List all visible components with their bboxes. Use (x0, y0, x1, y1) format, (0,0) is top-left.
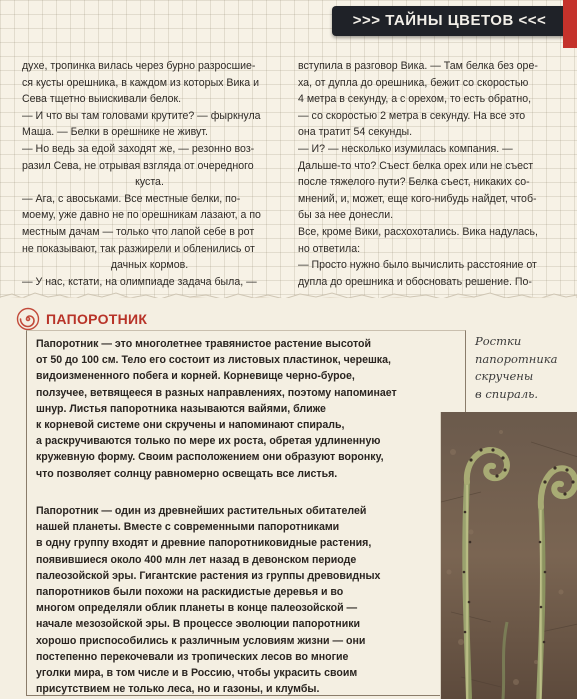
spiral-fiddlehead-icon (16, 307, 40, 331)
story-line: — У нас, кстати, на олимпиаде задача была, — (22, 275, 257, 288)
header-ribbon (332, 6, 567, 36)
story-line: местным дачам — только что лапой себе в рот (22, 225, 255, 238)
story-line: она тратит 54 секунды. (298, 126, 413, 139)
story-line: разил Сева, не отрывая взгляда от очередного (22, 159, 254, 172)
story-line: — Просто нужно было вычислить расстояние от (298, 259, 537, 272)
article-line: хорошо приспособились к различным условиям жизни — они (36, 634, 366, 647)
story-line: Все, кроме Вики, расхохотались. Вика надулась, (298, 225, 538, 238)
story-line: вступила в разговор Вика. — Там белка без оре- (298, 60, 538, 72)
header-accent-tab (563, 0, 577, 48)
fern-fiddleheads-photo (440, 412, 577, 699)
story-line: куста. (135, 176, 164, 189)
section-title: ПАПОРОТНИК (46, 311, 148, 327)
story-line: — И? — несколько изумилась компания. — (298, 142, 513, 155)
story-line: Маша. — Белки в орешнике не живут. (22, 126, 208, 139)
story-line: мнений, и, может, еще кого-нибудь найдет, чтоб- (298, 192, 537, 205)
caption-line: Ростки (475, 334, 522, 348)
story-column-right (298, 58, 558, 290)
article-line: Папоротник — один из древнейших растительных обитателей (36, 505, 367, 517)
article-line: что позволяет солнцу равномерно освещать все листья. (36, 467, 338, 480)
section-header (16, 306, 147, 332)
caption-line: папоротника (475, 351, 558, 366)
story-line: дупла до орешника и обосновать решение. По- (298, 275, 532, 288)
caption-line: скручены (475, 369, 534, 383)
article-line: уголки мира, в том числе и в Россию, чтобы украсить своим (36, 666, 358, 679)
story-line: — со скоростью 2 метра в секунду. На все это (298, 109, 526, 122)
article-line: начале мезозойской эры. В процессе эволюции папоротники (36, 618, 361, 631)
story-line: моему, уже давно не по орешникам лазают, а по (22, 209, 261, 222)
photo-caption (475, 333, 575, 403)
article-line: папоротников были похожи на раскидистые деревья и во (36, 585, 344, 598)
article-line: Папоротник — это многолетнее травянистое растение высотой (36, 338, 371, 350)
story-line: бы за нее донесли. (298, 209, 394, 222)
article-line: палеозойской эры. Гигантские растения из группы древовидных (36, 569, 381, 582)
article-line: присутствием не только леса, но и газоны, и клумбы. (36, 683, 320, 696)
header (290, 0, 577, 40)
story-line: не показывают, так разжирели и обленились от (22, 242, 255, 255)
article-line: видоизмененного побега и корней. Корневище черно-бурое, (36, 370, 355, 383)
story-line: но ответила: (298, 242, 361, 255)
article-line: появившиеся около 400 млн лет назад в девонском периоде (36, 553, 357, 566)
story-line: ха, от дупла до орешника, бежит со скоростью (298, 76, 529, 89)
article-paragraph-2 (36, 503, 380, 697)
story-text (0, 58, 577, 294)
story-line: — Но ведь за едой заходят же, — резонно воз- (22, 142, 255, 155)
story-line: ся кусты орешника, в каждом из которых Вика и (22, 76, 260, 89)
article-line: шнур. Листья папоротника называются вайями, ближе (36, 402, 326, 415)
article-line: кружевную форму. Своим расположением они образуют воронку, (36, 451, 384, 464)
article-line: ползучее, ветвящееся в разных направлениях, поэтому напоминает (36, 386, 397, 399)
article-paragraph-1 (36, 336, 397, 482)
article-line: а раскручиваются только по мере их роста, обретая удлиненную (36, 435, 381, 448)
story-column-left (22, 58, 277, 290)
article-line: нашей планеты. Вместе с современными папоротниками (36, 521, 340, 534)
story-line: Дальше-то что? Съест белка орех или не съест (298, 159, 534, 172)
header-title: >>> ТАЙНЫ ЦВЕТОВ <<< (352, 12, 547, 29)
story-line: — Ага, с авоськами. Все местные белки, по- (22, 192, 241, 205)
article-line: постепенно перекочевали из тропических лесов во многие (36, 650, 349, 663)
story-line: после тяжелого пути? Белка съест, никаких со- (298, 176, 530, 189)
story-line: дачных кормов. (110, 259, 189, 272)
article-line: в одну группу входят и древние папоротниковидные растения, (36, 537, 372, 550)
story-line: — И что вы там головами крутите? — фыркнула (22, 109, 261, 122)
caption-line: в спираль. (475, 386, 539, 401)
story-line: духе, тропинка вилась через бурно разросшие- (22, 60, 256, 72)
story-line: 4 метра в секунду, а с орехом, то есть обратно, (298, 93, 532, 106)
article-line: от 50 до 100 см. Тело его состоит из листовых пластинок, черешка, (36, 354, 391, 367)
article-line: к корневой системе они скручены и напоминают спираль, (36, 418, 345, 431)
article-line: многом определяли облик планеты в конце палеозойской — (36, 602, 358, 615)
story-line: Сева тщетно выискивали белок. (22, 93, 182, 106)
